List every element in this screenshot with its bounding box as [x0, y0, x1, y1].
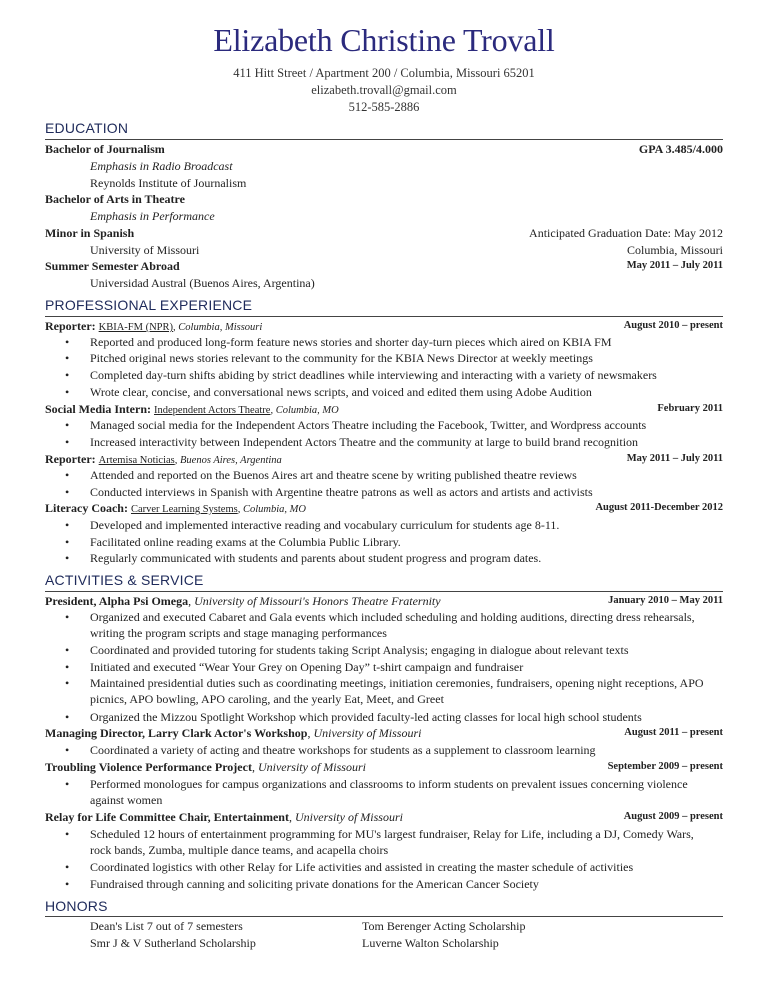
activity-role: Relay for Life Committee Chair, Entertainment — [45, 810, 289, 824]
job-org: Artemisa Noticias — [98, 455, 175, 466]
activity-role: President, Alpha Psi Omega — [45, 594, 189, 608]
job-dates: August 2010 – present — [623, 320, 723, 331]
university-location: Columbia, Missouri — [626, 243, 723, 257]
activity-dates: January 2010 – May 2011 — [608, 595, 723, 606]
candidate-name: Elizabeth Christine Trovall — [213, 22, 555, 58]
job-place: , Columbia, MO — [270, 405, 339, 416]
job-role: Reporter: — [45, 452, 96, 466]
activity-dates: August 2009 – present — [623, 811, 723, 822]
activity-role: Troubling Violence Performance Project — [45, 760, 252, 774]
section-heading-activities: ACTIVITIES & SERVICE — [45, 572, 204, 588]
honor-item: Smr J & V Sutherland Scholarship — [90, 936, 256, 950]
education-row — [45, 225, 723, 241]
phone: 512-585-2886 — [348, 100, 420, 114]
activity-org: University of Missouri — [257, 760, 366, 774]
emphasis-performance: Emphasis in Performance — [90, 209, 215, 223]
section-heading-experience: PROFESSIONAL EXPERIENCE — [45, 297, 253, 313]
section-heading-education: EDUCATION — [45, 120, 129, 136]
honor-item: Luverne Walton Scholarship — [362, 936, 499, 950]
honor-item: Tom Berenger Acting Scholarship — [362, 919, 526, 933]
gpa: GPA 3.485/4.000 — [638, 142, 723, 156]
section-heading-honors: HONORS — [45, 898, 108, 914]
section-rule — [45, 916, 723, 917]
activity-dates: August 2011 – present — [624, 727, 723, 738]
job-org: Independent Actors Theatre — [154, 405, 271, 416]
abroad-school: Universidad Austral (Buenos Aires, Argentina) — [90, 276, 315, 290]
emphasis-radio: Emphasis in Radio Broadcast — [90, 159, 233, 173]
education-row — [45, 141, 723, 157]
activity-heading: President, Alpha Psi Omega, University of Missouri's Honors Theatre Fraternity January 2010 – May 2011 — [45, 594, 723, 608]
education-row — [45, 242, 723, 258]
section-rule — [45, 139, 723, 140]
job-place: , Columbia, Missouri — [173, 322, 263, 333]
activity-heading: Relay for Life Committee Chair, Entertainment, University of Missouri August 2009 – present — [45, 810, 723, 824]
address: 411 Hitt Street / Apartment 200 / Columbia, Missouri 65201 — [233, 66, 535, 80]
job-dates: August 2011-December 2012 — [595, 502, 723, 513]
job-org: KBIA-FM (NPR) — [98, 322, 174, 333]
abroad-dates: May 2011 – July 2011 — [626, 260, 723, 271]
job-heading — [45, 318, 723, 334]
job-dates: February 2011 — [657, 403, 723, 414]
degree-journalism: Bachelor of Journalism — [45, 142, 165, 156]
job-heading — [45, 401, 723, 417]
activity-org: University of Missouri — [313, 726, 422, 740]
job-role: Literacy Coach: — [45, 501, 128, 515]
degree-theatre: Bachelor of Arts in Theatre — [45, 192, 185, 206]
activity-heading: Troubling Violence Performance Project, University of Missouri September 2009 – present — [45, 760, 723, 774]
email: elizabeth.trovall@gmail.com — [311, 83, 457, 97]
activity-role: Managing Director, Larry Clark Actor's Workshop — [45, 726, 308, 740]
job-heading — [45, 451, 723, 467]
minor: Minor in Spanish — [45, 226, 135, 240]
university: University of Missouri — [90, 243, 200, 257]
activity-dates: September 2009 – present — [607, 761, 723, 772]
resume-page: Elizabeth Christine Trovall 411 Hitt Street / Apartment 200 / Columbia, Missouri 65201 elizabeth.trovall@gmail.com 512-585-2886 EDUCATION Bachelor of Journalism GPA 3.485/4.000 Emphasis in Radio Broadcast Reynolds Institute of Journalism Bachelor of Arts in Theatre Emphasis in Performance Minor in Spanish Anticipated Graduation Date: May 2012 University of Missouri Columbia, Missouri Summer Semester Abroad May 2011 – July 2011 Universidad Austral (Buenos Aires, Argentina) PROFESSIONAL EXPERIENCE Reporter: KBIA-FM (NPR), Columbia, Missouri August 2010 – present • Reported and produced long-form feature news stories and shorter day-turn pieces which aired on KBIA FM • Pitched original news stories relevant to the community for the KBIA News Director at weekly meetings • Completed day-turn shifts abiding by strict deadlines while interviewing and interacting with a variety of newsmakers • Wrote clear, concise, and conversational news scripts, and voiced and edited them using Adobe Audition Social Media Intern: Independent Actors Theatre, Columbia, MO February 2011 • Managed social media for the Independent Actors Theatre including the Facebook, Twitter, and Wordpress accounts • Increased interactivity between Independent Actors Theatre and the community at large to build brand recognition Reporter: Artemisa Noticias, Buenos Aires, Argentina May 2011 – July 2011 • Attended and reported on the Buenos Aires art and theatre scene by writing published theatre reviews • Conducted interviews in Spanish with Argentine theatre patrons as well as actors and artists and activists Literacy Coach: Carver Learning Systems, Columbia, MO August 2011-December 2012 • Developed and implemented interactive reading and vocabulary curriculum for students age 8-11. • Facilitated online reading exams at the Columbia Public Library. • Regularly communicated with students and parents about student progress and program dates. ACTIVITIES & SERVICE President, Alpha Psi Omega, University of Missouri's Honors Theatre Fraternity January 2010 – May 2011 • Organized and executed Cabaret and Gala events which included scheduling and holding auditions, directing dress rehearsals, writing the program scripts and stage managing performances • Coordinated and provided tutoring for students taking Script Analysis; engaging in dialogue about relevant texts • Initiated and executed “Wear Your Grey on Opening Day” t-shirt campaign and fundraiser • Maintained presidential duties such as coordinating meetings, initiation ceremonies, fundraisers, opening night receptions, APO picnics, APO bowling, APO caroling, and the yearly Eat, Meet, and Greet • Organized the Mizzou Spotlight Workshop which provided faculty-led acting classes for local high school students Managing Director, Larry Clark Actor's Workshop, University of Missouri August 2011 – present • Coordinated a variety of acting and theatre workshops for students as a supplement to classroom learning Troubling Violence Performance Project, University of Missouri September 2009 – present • Performed monologues for campus organizations and classrooms to inform students on prevalent issues concerning violence against women Relay for Life Committee Chair, Entertainment, University of Missouri August 2009 – present • Scheduled 12 hours of entertainment programming for MU's largest fundraiser, Relay for Life, including a DJ, Comedy Wars, rock bands, Zumba, multiple dance teams, and acapella choirs • Coordinated logistics with other Relay for Life activities and assisted in creating the master schedule of activities • Fundraised through canning and soliciting private donations for the American Cancer Society HONORS Dean's List 7 out of 7 semesters Tom Berenger Acting Scholarship Smr J & V Sutherland Scholarship Luverne Walton Scholarship — [0, 0, 768, 994]
abroad-title: Summer Semester Abroad — [45, 259, 180, 273]
job-place: , Buenos Aires, Argentina — [174, 455, 282, 466]
activity-org: University of Missouri's Honors Theatre Fraternity — [194, 594, 441, 608]
education-row — [45, 258, 723, 274]
activity-org: University of Missouri — [294, 810, 403, 824]
section-rule — [45, 591, 723, 592]
journalism-school: Reynolds Institute of Journalism — [90, 176, 247, 190]
job-heading — [45, 500, 723, 516]
education-row — [45, 191, 723, 207]
graduation-date: Anticipated Graduation Date: May 2012 — [529, 226, 723, 240]
activity-heading: Managing Director, Larry Clark Actor's Workshop, University of Missouri August 2011 – present — [45, 726, 723, 740]
job-org: Carver Learning Systems — [130, 504, 238, 515]
honor-item: Dean's List 7 out of 7 semesters — [90, 919, 243, 933]
job-dates: May 2011 – July 2011 — [626, 453, 723, 464]
job-role: Reporter: — [45, 319, 96, 333]
job-place: , Columbia, MO — [237, 504, 306, 515]
section-rule — [45, 316, 723, 317]
job-role: Social Media Intern: — [45, 402, 151, 416]
